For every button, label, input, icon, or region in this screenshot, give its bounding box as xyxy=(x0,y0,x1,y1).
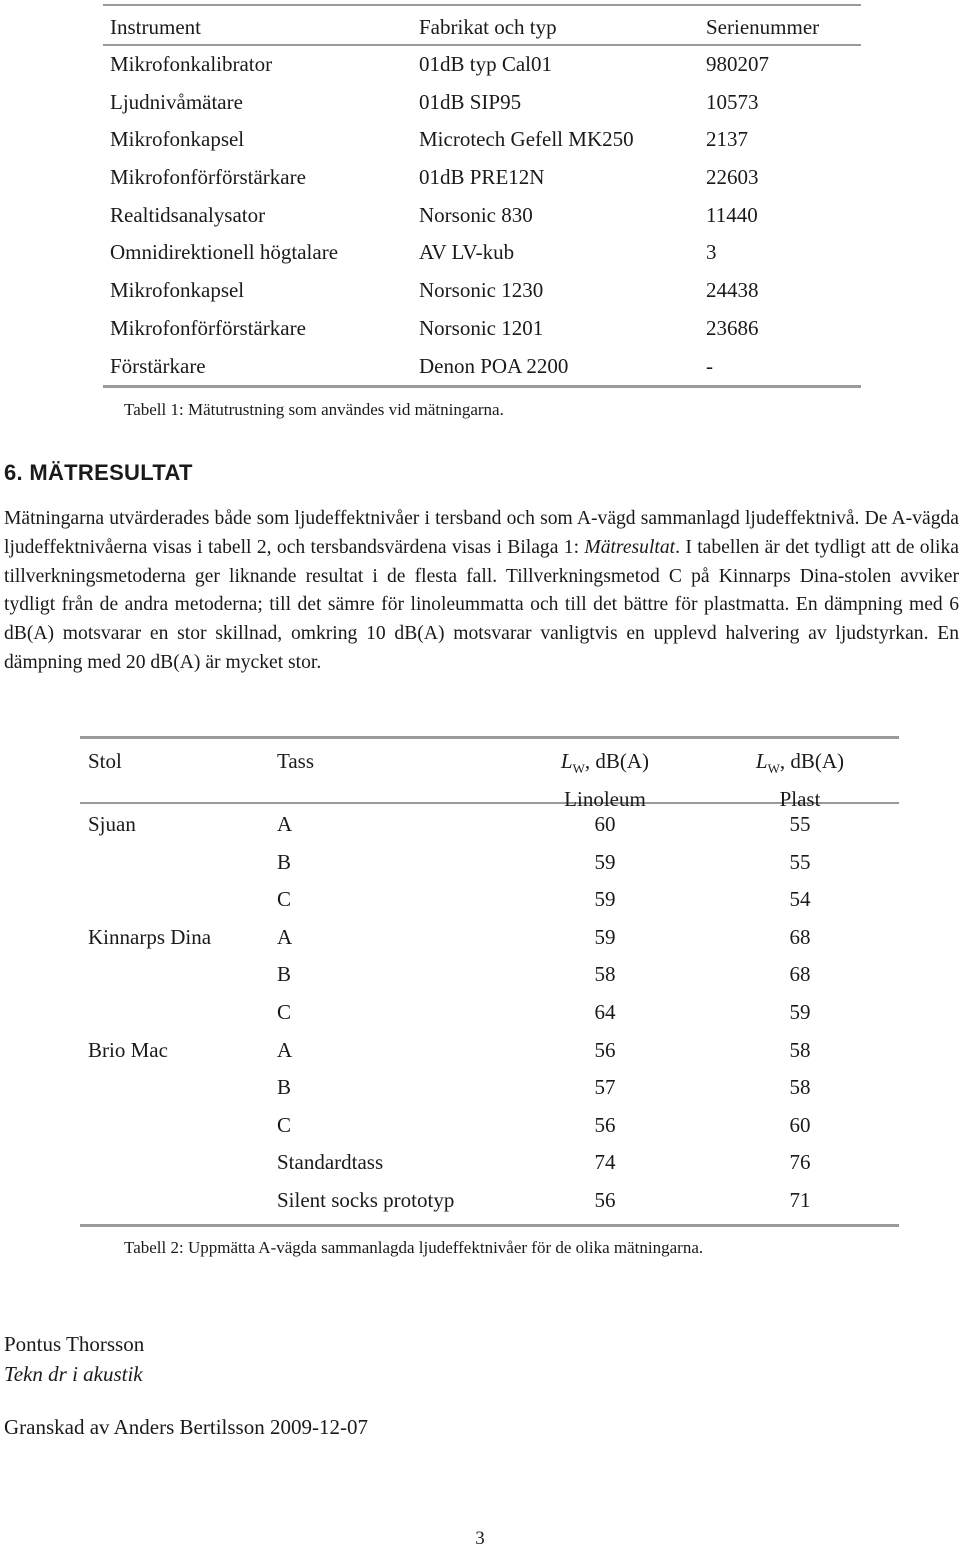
plast-cell: 68 xyxy=(789,924,811,949)
lw-symbol: L xyxy=(560,749,573,773)
fabrikat-cell: Norsonic 1230 xyxy=(419,278,544,303)
instrument-cell: Realtidsanalysator xyxy=(110,202,266,227)
linoleum-cell: 58 xyxy=(594,962,616,987)
lw-symbol: L xyxy=(755,749,768,773)
serienummer-cell: - xyxy=(706,353,713,378)
serienummer-cell: 980207 xyxy=(706,52,769,76)
plast-cell: 68 xyxy=(789,962,811,987)
paragraph-text-1: Mätningarna utvärderades både som ljudeffektnivåer i tersband och som A-vägd sammanlagd ljudeffektnivå. De A-vägda ljudeffektnivåerna visas i tabell 2, och tersbandsvärdena visas i Bilaga 1: xyxy=(4,508,959,558)
linoleum-cell: 59 xyxy=(594,887,616,912)
table-row xyxy=(103,46,861,84)
tass-cell: Standardtass xyxy=(277,1150,384,1175)
table-row xyxy=(80,1032,899,1070)
plast-cell: 59 xyxy=(789,999,811,1024)
table-bottom-rule xyxy=(80,1224,899,1227)
linoleum-cell: 56 xyxy=(594,1112,616,1137)
instrument-cell: Omnidirektionell högtalare xyxy=(110,240,339,265)
plast-cell: 71 xyxy=(789,1187,811,1212)
linoleum-cell: 74 xyxy=(594,1150,616,1175)
fabrikat-cell: Norsonic 830 xyxy=(419,202,533,227)
review-note: Granskad av Anders Bertilsson 2009-12-07 xyxy=(4,1415,368,1439)
results-paragraph xyxy=(4,505,959,678)
linoleum-cell: 59 xyxy=(594,849,616,874)
instrument-cell: Mikrofonkapsel xyxy=(110,127,245,152)
signature-block xyxy=(4,1329,144,1389)
lw-subscript: W xyxy=(767,761,780,777)
plast-cell: 55 xyxy=(789,812,811,836)
header-fabrikat: Fabrikat och typ xyxy=(419,15,557,39)
table-row xyxy=(80,919,899,957)
table-row xyxy=(80,956,899,994)
results-table xyxy=(80,736,899,1227)
paragraph-appendix-title: Mätresultat xyxy=(584,536,676,558)
paragraph-text-2: . I tabellen är det tydligt att de olika tillverkningsmetoderna ger liknande resultat i de flesta fall. Tillverkningsmetod C på Kinnarps Dina-stolen avviker tydligt från de andra metoderna; till det sämre för linoleummatta och till det bättre för plastmatta. En dämpning med 6 dB(A) motsvarar en stor skillnad, omkring 10 dB(A) motsvarar vanligtvis en upplevd halvering av ljudstyrkan. En dämpning med 20 dB(A) är mycket stor. xyxy=(4,536,959,673)
tass-cell: Silent socks prototyp xyxy=(277,1187,455,1212)
table1-caption: Tabell 1: Mätutrustning som användes vid mätningarna. xyxy=(124,400,504,419)
plast-cell: 58 xyxy=(789,1075,811,1100)
serienummer-cell: 10573 xyxy=(706,89,759,114)
header-plast xyxy=(725,746,875,814)
instrument-cell: Mikrofonförförstärkare xyxy=(110,165,306,190)
table-bottom-rule xyxy=(103,385,861,388)
table-row xyxy=(103,159,861,197)
table-row xyxy=(80,881,899,919)
author-name: Pontus Thorsson xyxy=(4,1332,145,1356)
table-header-row xyxy=(80,739,899,812)
serienummer-cell: 23686 xyxy=(706,315,759,340)
tass-cell: A xyxy=(277,812,293,836)
stol-cell: Kinnarps Dina xyxy=(88,924,212,949)
fabrikat-cell: Norsonic 1201 xyxy=(419,315,544,340)
tass-cell: C xyxy=(277,887,292,912)
table-row xyxy=(80,1107,899,1145)
fabrikat-cell: 01dB SIP95 xyxy=(419,89,522,114)
lw-unit: , dB(A) xyxy=(584,749,650,773)
lw-subscript: W xyxy=(572,761,585,777)
header-instrument: Instrument xyxy=(110,15,201,39)
plast-cell: 60 xyxy=(789,1112,811,1137)
tass-cell: A xyxy=(277,924,293,949)
serienummer-cell: 2137 xyxy=(706,127,748,152)
fabrikat-cell: Microtech Gefell MK250 xyxy=(419,127,634,152)
table-row xyxy=(103,310,861,348)
serienummer-cell: 11440 xyxy=(706,202,758,227)
table-row xyxy=(103,348,861,386)
tass-cell: B xyxy=(277,1075,292,1100)
linoleum-cell: 59 xyxy=(594,924,616,949)
instrument-table xyxy=(103,4,861,388)
fabrikat-cell: Denon POA 2200 xyxy=(419,353,569,378)
table2-caption: Tabell 2: Uppmätta A-vägda sammanlagda ljudeffektnivåer för de olika mätningarna. xyxy=(124,1238,704,1257)
instrument-cell: Förstärkare xyxy=(110,353,206,378)
fabrikat-cell: 01dB typ Cal01 xyxy=(419,52,553,76)
table-row xyxy=(103,272,861,310)
plast-cell: 58 xyxy=(789,1037,811,1062)
serienummer-cell: 3 xyxy=(706,240,717,265)
fabrikat-cell: AV LV-kub xyxy=(419,240,515,265)
table-row xyxy=(103,121,861,159)
table-row xyxy=(103,234,861,272)
section-heading: 6. MÄTRESULTAT xyxy=(4,460,193,485)
header-stol: Stol xyxy=(88,749,122,773)
linoleum-cell: 60 xyxy=(594,812,616,836)
table-row xyxy=(103,84,861,122)
table-row xyxy=(80,994,899,1032)
lw-unit: , dB(A) xyxy=(779,749,845,773)
tass-cell: B xyxy=(277,849,292,874)
plast-cell: 76 xyxy=(789,1150,811,1175)
header-linoleum xyxy=(530,746,680,814)
table-header-row xyxy=(103,6,861,46)
header-serienummer: Serienummer xyxy=(706,15,820,39)
table-row xyxy=(80,844,899,882)
serienummer-cell: 24438 xyxy=(706,278,759,303)
tass-cell: C xyxy=(277,999,292,1024)
plast-cell: 54 xyxy=(789,887,811,912)
stol-cell: Brio Mac xyxy=(88,1037,168,1062)
page-number: 3 xyxy=(475,1528,485,1549)
linoleum-cell: 64 xyxy=(594,999,616,1024)
table-row xyxy=(80,806,899,844)
table-row xyxy=(80,1144,899,1182)
table-row xyxy=(80,1182,899,1220)
header-tass: Tass xyxy=(277,749,315,773)
tass-cell: C xyxy=(277,1112,292,1137)
tass-cell: A xyxy=(277,1037,293,1062)
serienummer-cell: 22603 xyxy=(706,165,759,190)
stol-cell: Sjuan xyxy=(88,812,136,836)
instrument-cell: Mikrofonkalibrator xyxy=(110,52,273,76)
instrument-cell: Ljudnivåmätare xyxy=(110,89,243,114)
table-row xyxy=(80,1069,899,1107)
table-row xyxy=(103,197,861,235)
linoleum-cell: 56 xyxy=(594,1037,616,1062)
instrument-cell: Mikrofonkapsel xyxy=(110,278,245,303)
plast-label: Plast xyxy=(779,787,821,812)
linoleum-label: Linoleum xyxy=(564,787,646,812)
plast-cell: 55 xyxy=(789,849,811,874)
fabrikat-cell: 01dB PRE12N xyxy=(419,165,545,190)
instrument-cell: Mikrofonförförstärkare xyxy=(110,315,306,340)
tass-cell: B xyxy=(277,962,292,987)
linoleum-cell: 57 xyxy=(594,1075,616,1100)
author-title: Tekn dr i akustik xyxy=(4,1362,143,1386)
linoleum-cell: 56 xyxy=(594,1187,616,1212)
